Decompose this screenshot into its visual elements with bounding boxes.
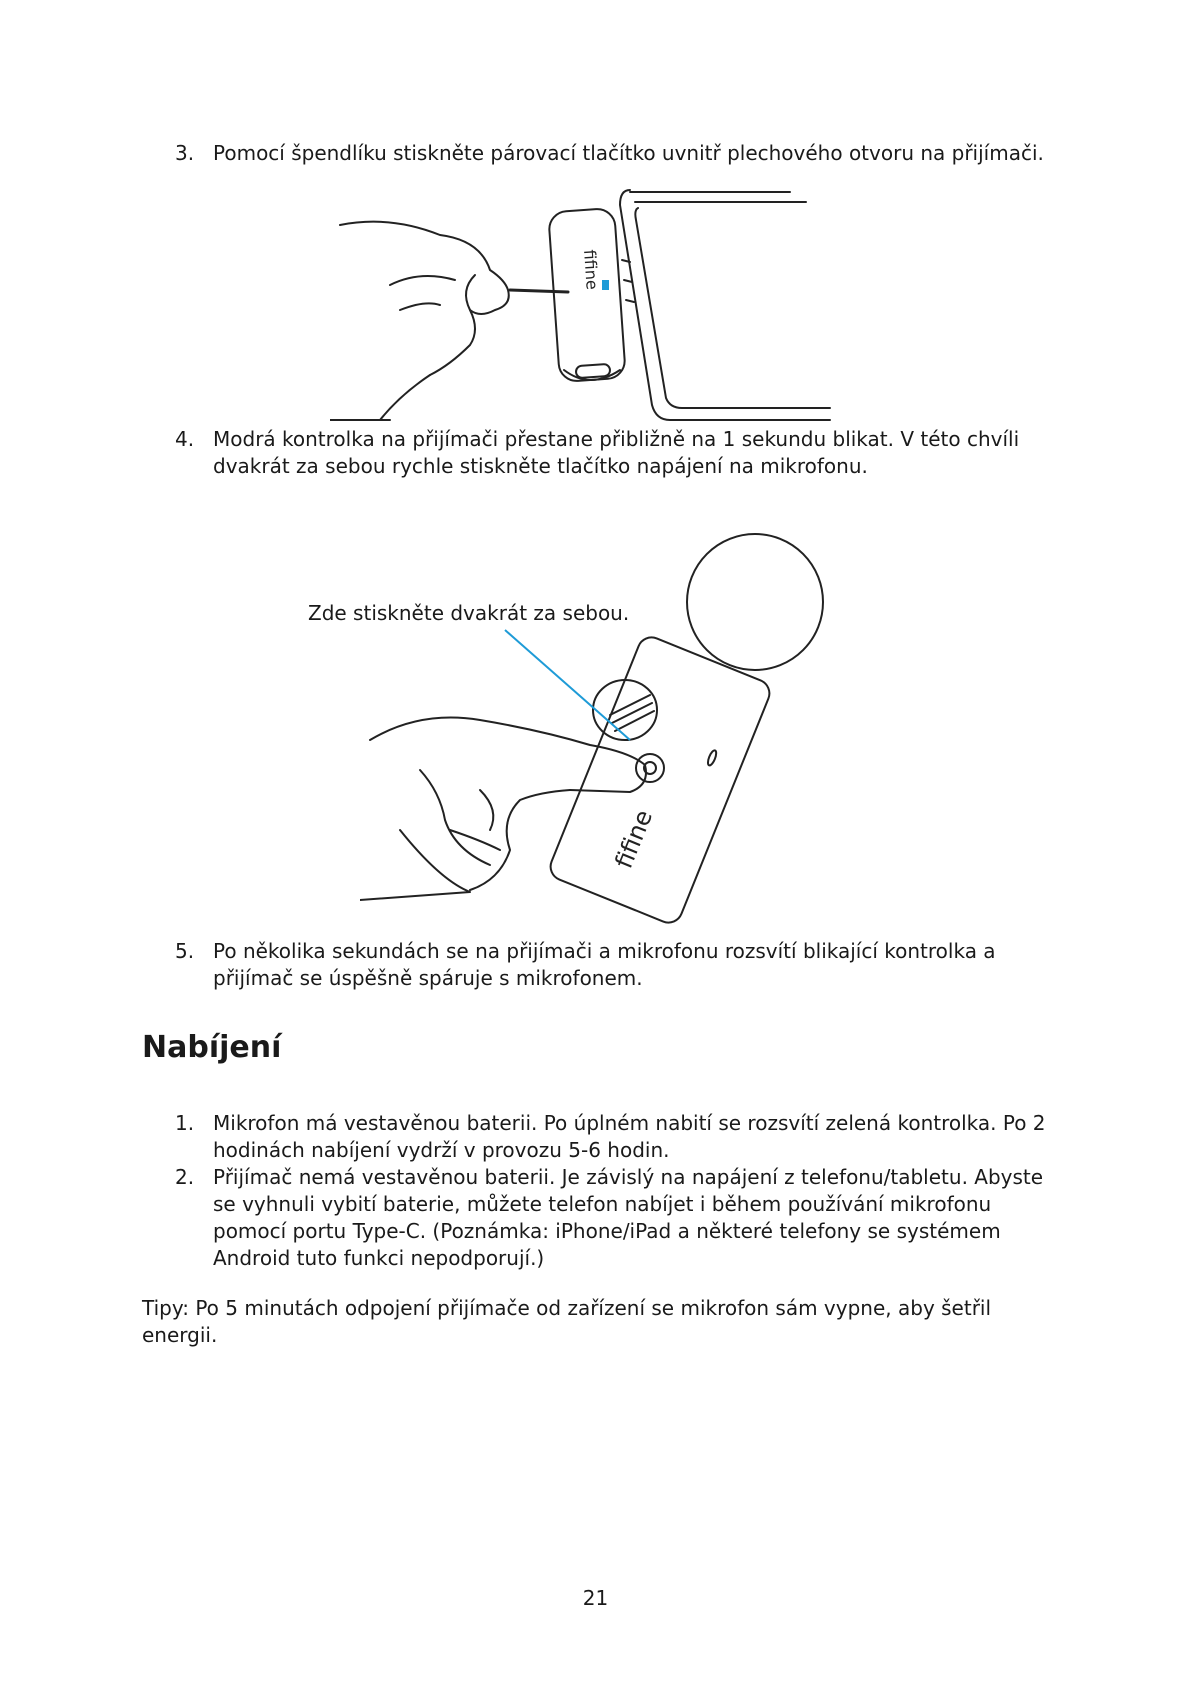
step-text: Po několika sekundách se na přijímači a mikrofonu rozsvítí blikající kontrolka a přijímač se úspěšně spáruje s mikrofonem.	[213, 939, 996, 990]
step-4	[175, 426, 1055, 480]
step-number: 5.	[175, 939, 195, 963]
mic-indicator	[706, 749, 718, 766]
charging-list	[175, 1110, 1055, 1272]
brand-logo: fifine	[609, 805, 659, 873]
step-5	[175, 938, 1055, 992]
step-number: 3.	[175, 141, 195, 165]
receiver-body	[548, 208, 626, 382]
power-button	[636, 754, 664, 782]
page-number: 21	[582, 1586, 609, 1610]
list-item	[175, 1110, 1055, 1164]
callout-label: Zde stiskněte dvakrát za sebou.	[308, 601, 630, 625]
pin	[510, 290, 568, 292]
hand-outline	[340, 222, 509, 314]
pairing-illustration	[330, 180, 850, 430]
list-item	[175, 1164, 1055, 1272]
microphone-illustration	[360, 530, 840, 930]
item-number: 2.	[175, 1165, 195, 1189]
foam-windscreen	[687, 534, 823, 670]
item-number: 1.	[175, 1111, 195, 1135]
blue-indicator	[602, 280, 609, 290]
step-3	[175, 140, 1055, 167]
usb-port	[576, 364, 611, 378]
item-text: Přijímač nemá vestavěnou baterii. Je závislý na napájení z telefonu/tabletu. Abyste se vyhnuli vybití baterie, můžete telefon nabíjet i během používání mikrofonu pomocí portu Type-C. (Poznámka: iPhone/iPad a některé telefony se systémem Android tuto funkci nepodporují.)	[213, 1165, 1044, 1270]
section-heading: Nabíjení	[142, 1030, 282, 1065]
microphone-body	[546, 633, 773, 927]
step-number: 4.	[175, 427, 195, 451]
item-text: Mikrofon má vestavěnou baterii. Po úplném nabití se rozsvítí zelená kontrolka. Po 2 hodinách nabíjení vydrží v provozu 5-6 hodin.	[213, 1111, 1046, 1162]
step-text: Pomocí špendlíku stiskněte párovací tlačítko uvnitř plechového otvoru na přijímači.	[213, 141, 1044, 165]
mic-clip	[593, 680, 657, 740]
pointer-line	[505, 630, 630, 740]
phone-screen	[635, 208, 830, 408]
tip-text: Tipy: Po 5 minutách odpojení přijímače od zařízení se mikrofon sám vypne, aby šetřil energii.	[142, 1296, 992, 1347]
brand-logo: fifine	[580, 248, 602, 291]
step-text: Modrá kontrolka na přijímači přestane přibližně na 1 sekundu blikat. V této chvíli dvakrát za sebou rychle stiskněte tlačítko napájení na mikrofonu.	[213, 427, 1020, 478]
phone-outline	[620, 190, 830, 420]
